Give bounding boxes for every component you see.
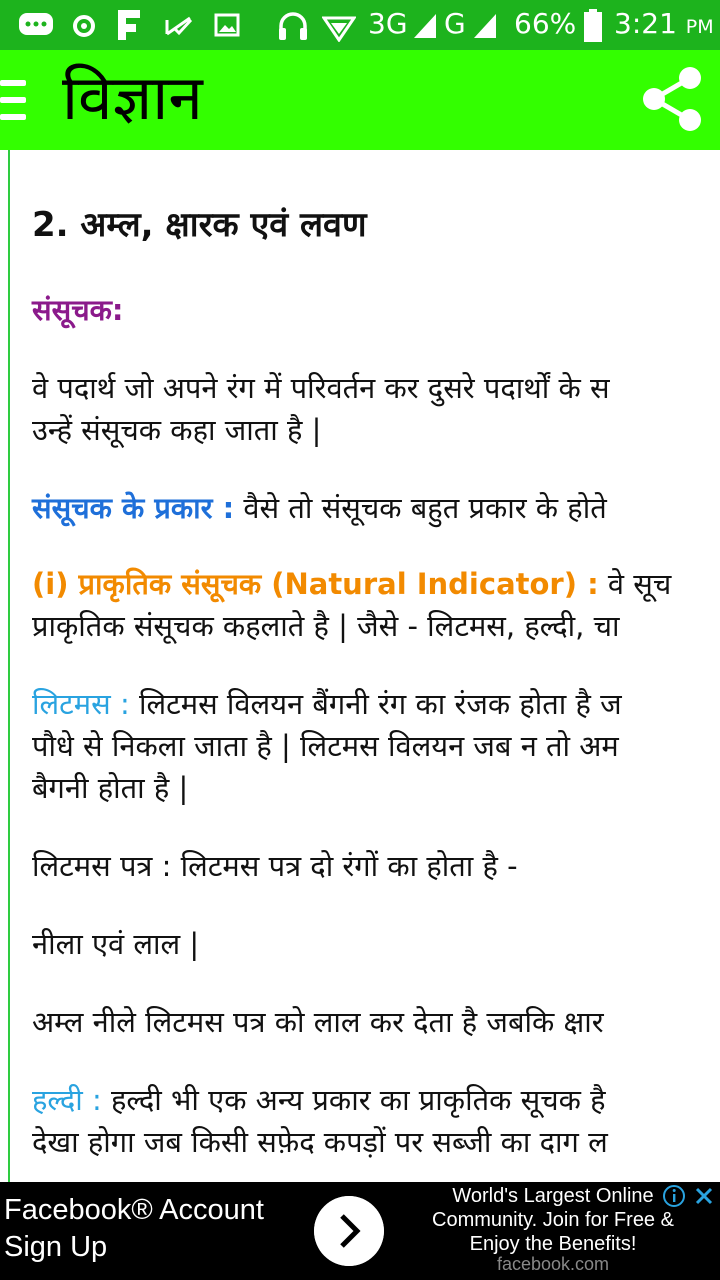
app-bar — [0, 50, 720, 150]
data-arrows-icon — [322, 10, 356, 42]
paragraph-line: अम्ल नीले लिटमस पत्र को लाल कर देता है जबकि क्षार — [32, 1005, 604, 1039]
turmeric-label: हल्दी : — [32, 1083, 102, 1117]
flipboard-icon — [116, 8, 142, 42]
chat-icon — [18, 12, 54, 40]
check-icon — [164, 14, 194, 38]
ad-title-line: Sign Up — [4, 1231, 108, 1263]
litmus-text: लिटमस विलयन बैंगनी रंग का रंजक होता है ज — [129, 687, 622, 721]
ad-description-line: Community. Join for Free & — [432, 1209, 674, 1231]
signal-icon — [472, 12, 498, 40]
paragraph-line: पौधे से निकला जाता है | लिटमस विलयन जब न तो अम — [32, 729, 619, 763]
clock: 3:21 PM — [614, 7, 714, 40]
paragraph-line: प्राकृतिक संसूचक कहलाते है | जैसे - लिटमस, हल्दी, चा — [32, 609, 620, 643]
ad-description-line: Enjoy the Benefits! — [469, 1233, 637, 1255]
arrow-right-icon[interactable] — [314, 1196, 384, 1266]
paragraph-line: नीला एवं लाल | — [32, 927, 200, 961]
paragraph-line — [32, 488, 607, 527]
ad-domain: facebook.com — [496, 1254, 610, 1274]
turmeric-text: हल्दी भी एक अन्य प्रकार का प्राकृतिक सूचक है — [101, 1083, 606, 1117]
paragraph-line: बैगनी होता है | — [32, 771, 189, 805]
natural-indicator-text: वे सूच — [598, 567, 672, 601]
left-divider — [8, 150, 10, 1182]
ad-description-line: World's Largest Online — [452, 1185, 654, 1207]
article-content[interactable] — [0, 150, 720, 1182]
natural-indicator-label: (i) प्राकृतिक संसूचक (Natural Indicator) : — [32, 567, 599, 601]
article-heading: 2. अम्ल, क्षारक एवं लवण — [32, 205, 367, 245]
ad-description — [408, 1184, 698, 1256]
battery-icon — [582, 8, 604, 44]
litmus-label: लिटमस : — [32, 687, 130, 721]
menu-icon[interactable] — [0, 78, 26, 122]
paragraph-line: वे पदार्थ जो अपने रंग में परिवर्तन कर दुसरे पदार्थों के स — [32, 371, 610, 405]
ad-banner[interactable] — [0, 1182, 720, 1280]
ad-title[interactable] — [4, 1192, 304, 1266]
record-icon — [72, 14, 96, 38]
paragraph-line — [32, 684, 622, 723]
signal-icon — [412, 12, 438, 40]
types-label: संसूचक के प्रकार : — [32, 491, 235, 525]
share-icon[interactable] — [638, 64, 708, 134]
network-g-label: G — [444, 7, 466, 40]
close-icon[interactable] — [692, 1184, 716, 1208]
paragraph-line: उन्हें संसूचक कहा जाता है | — [32, 413, 322, 447]
paragraph-line: देखा होगा जब किसी सफ़ेद कपड़ों पर सब्जी का दाग ल — [32, 1125, 608, 1159]
paragraph-line — [32, 564, 671, 603]
section-title-indicator: संसूचक: — [32, 293, 124, 327]
ad-title-line: Facebook® Account — [4, 1194, 264, 1226]
paragraph-line: लिटमस पत्र : लिटमस पत्र दो रंगों का होता है - — [32, 849, 518, 883]
info-icon[interactable] — [662, 1184, 686, 1208]
network-3g-label: 3G — [368, 7, 408, 40]
app-title: विज्ञान — [62, 61, 203, 134]
image-icon — [214, 13, 240, 37]
battery-percent: 66% — [514, 7, 577, 40]
types-text: वैसे तो संसूचक बहुत प्रकार के होते — [234, 491, 607, 525]
headset-icon — [276, 10, 310, 42]
paragraph-line — [32, 1080, 606, 1119]
status-bar — [0, 0, 720, 50]
